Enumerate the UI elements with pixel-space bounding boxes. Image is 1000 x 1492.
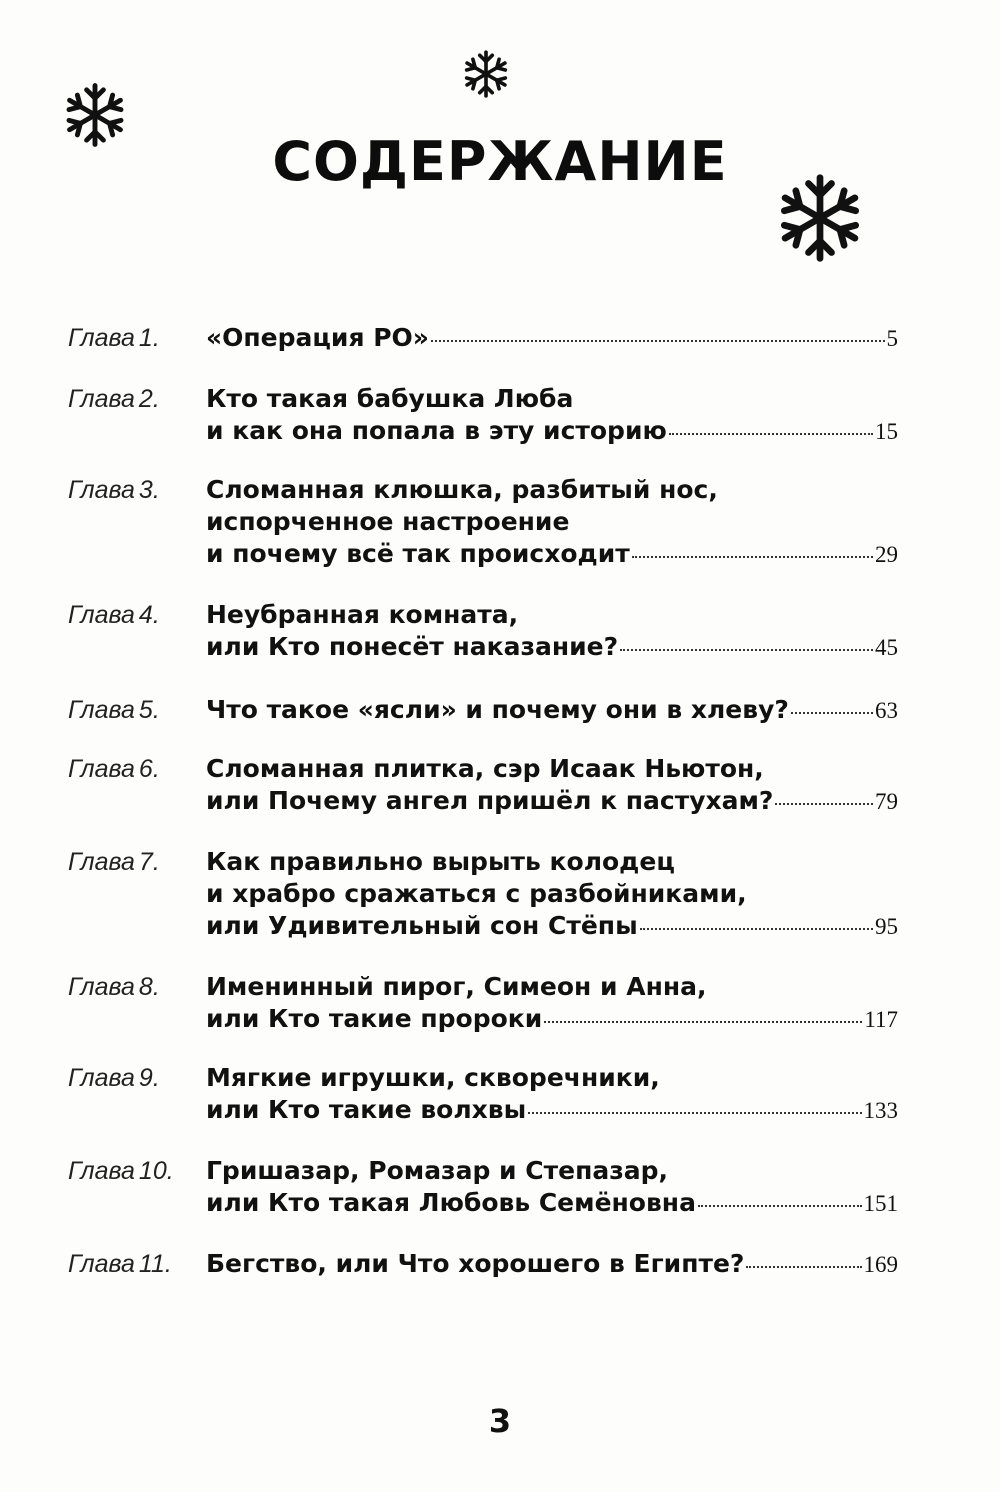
chapter-title-line (206, 971, 898, 1003)
chapter-title-line (206, 1094, 898, 1127)
chapter-title-line (206, 538, 898, 571)
page-number: 3 (488, 1402, 512, 1440)
toc-entry[interactable] (68, 474, 898, 571)
dot-leader (746, 1262, 861, 1268)
dot-leader (791, 708, 873, 714)
chapter-label (68, 1248, 208, 1280)
chapter-number: 2. (138, 385, 160, 413)
chapter-title-text: Гришазар, Ромазар и Степазар, (206, 1156, 668, 1185)
chapter-label (68, 694, 208, 726)
snowflake-icon (460, 48, 512, 100)
toc-page-number: 29 (875, 542, 898, 567)
toc-entry[interactable] (68, 1155, 898, 1220)
chapter-number: 5. (138, 696, 160, 724)
table-of-contents (68, 322, 898, 1281)
chapter-title-text: или Кто такие волхвы (206, 1095, 527, 1124)
chapter-label (68, 1155, 208, 1187)
chapter-word: Глава (68, 1157, 135, 1185)
dot-leader (620, 645, 873, 651)
chapter-number: 1. (138, 324, 160, 352)
chapter-number: 11. (138, 1250, 172, 1278)
chapter-title-line (206, 846, 898, 878)
chapter-number: 9. (138, 1064, 160, 1092)
chapter-number: 6. (138, 755, 160, 783)
toc-page-number: 45 (875, 635, 898, 660)
chapter-word: Глава (68, 1064, 135, 1092)
chapter-title-text: или Удивительный сон Стёпы (206, 911, 638, 940)
chapter-title-text: Бегство, или Что хорошего в Египте? (206, 1249, 745, 1278)
chapter-title-line (206, 1003, 898, 1036)
chapter-title-line (206, 415, 898, 448)
toc-page-number: 95 (875, 914, 898, 939)
toc-page-number: 79 (875, 789, 898, 814)
chapter-title-line (206, 383, 898, 415)
chapter-title-text: или Кто понесёт наказание? (206, 632, 619, 661)
toc-entry[interactable] (68, 694, 898, 727)
chapter-number: 8. (138, 973, 160, 1001)
chapter-title-line (206, 322, 898, 355)
chapter-title-text: или Кто такие пророки (206, 1004, 543, 1033)
dot-leader (544, 1017, 862, 1023)
chapter-title-text: и почему всё так происходит (206, 539, 630, 568)
toc-entry[interactable] (68, 322, 898, 355)
toc-page-number: 117 (864, 1007, 898, 1032)
chapter-title-text: Кто такая бабушка Люба (206, 384, 574, 413)
chapter-title-line (206, 785, 898, 818)
toc-page-number: 5 (886, 326, 898, 351)
toc-page-number: 15 (875, 419, 898, 444)
chapter-title-line (206, 1155, 898, 1187)
toc-entry[interactable] (68, 383, 898, 448)
dot-leader (632, 552, 873, 558)
toc-entry[interactable] (68, 971, 898, 1036)
chapter-title-text: или Кто такая Любовь Семёновна (206, 1188, 696, 1217)
dot-leader (431, 336, 885, 342)
chapter-title-text: Как правильно вырыть колодец (206, 847, 675, 876)
chapter-title-line (206, 474, 898, 506)
chapter-title-text: и храбро сражаться с разбойниками, (206, 879, 747, 908)
chapter-title-text: испорченное настроение (206, 507, 570, 536)
chapter-label (68, 322, 208, 354)
dot-leader (528, 1108, 861, 1114)
chapter-title-line (206, 1062, 898, 1094)
chapter-title-text: Что такое «ясли» и почему они в хлеву? (206, 695, 789, 724)
chapter-word: Глава (68, 696, 135, 724)
toc-page-number: 151 (863, 1191, 898, 1216)
chapter-label (68, 599, 208, 631)
chapter-title-line (206, 878, 898, 910)
toc-page-number: 133 (863, 1098, 898, 1123)
chapter-word: Глава (68, 973, 135, 1001)
chapter-label (68, 1062, 208, 1094)
toc-entry[interactable] (68, 1062, 898, 1127)
chapter-label (68, 474, 208, 506)
chapter-title-text: «Операция РО» (206, 323, 429, 352)
chapter-label (68, 753, 208, 785)
dot-leader (640, 924, 873, 930)
toc-page-number: 63 (875, 698, 898, 723)
chapter-title-line (206, 910, 898, 943)
chapter-label (68, 971, 208, 1003)
toc-entry[interactable] (68, 1248, 898, 1281)
chapter-word: Глава (68, 755, 135, 783)
chapter-title-line (206, 599, 898, 631)
chapter-title-text: Неубранная комната, (206, 600, 519, 629)
chapter-word: Глава (68, 385, 135, 413)
chapter-word: Глава (68, 324, 135, 352)
chapter-title-line (206, 753, 898, 785)
toc-entry[interactable] (68, 599, 898, 664)
toc-entry[interactable] (68, 846, 898, 943)
chapter-title-line (206, 694, 898, 727)
chapter-title-text: Именинный пирог, Симеон и Анна, (206, 972, 707, 1001)
chapter-title-line (206, 1187, 898, 1220)
chapter-title-line (206, 1248, 898, 1281)
chapter-title-text: Мягкие игрушки, скворечники, (206, 1063, 660, 1092)
chapter-word: Глава (68, 476, 135, 504)
chapter-title-text: и как она попала в эту историю (206, 416, 667, 445)
page-title: СОДЕРЖАНИЕ (272, 130, 728, 193)
chapter-word: Глава (68, 848, 135, 876)
chapter-number: 3. (138, 476, 160, 504)
chapter-word: Глава (68, 601, 135, 629)
toc-entry[interactable] (68, 753, 898, 818)
dot-leader (775, 799, 873, 805)
chapter-title-text: Сломанная плитка, сэр Исаак Ньютон, (206, 754, 764, 783)
chapter-label (68, 383, 208, 415)
chapter-label (68, 846, 208, 878)
chapter-title-text: Сломанная клюшка, разбитый нос, (206, 475, 718, 504)
chapter-word: Глава (68, 1250, 135, 1278)
chapter-number: 10. (138, 1157, 174, 1185)
chapter-title-line (206, 506, 898, 538)
chapter-number: 4. (138, 601, 160, 629)
dot-leader (698, 1201, 862, 1207)
chapter-title-text: или Почему ангел пришёл к пастухам? (206, 786, 774, 815)
dot-leader (669, 429, 873, 435)
chapter-title-line (206, 631, 898, 664)
chapter-number: 7. (138, 848, 160, 876)
toc-page-number: 169 (863, 1252, 898, 1277)
